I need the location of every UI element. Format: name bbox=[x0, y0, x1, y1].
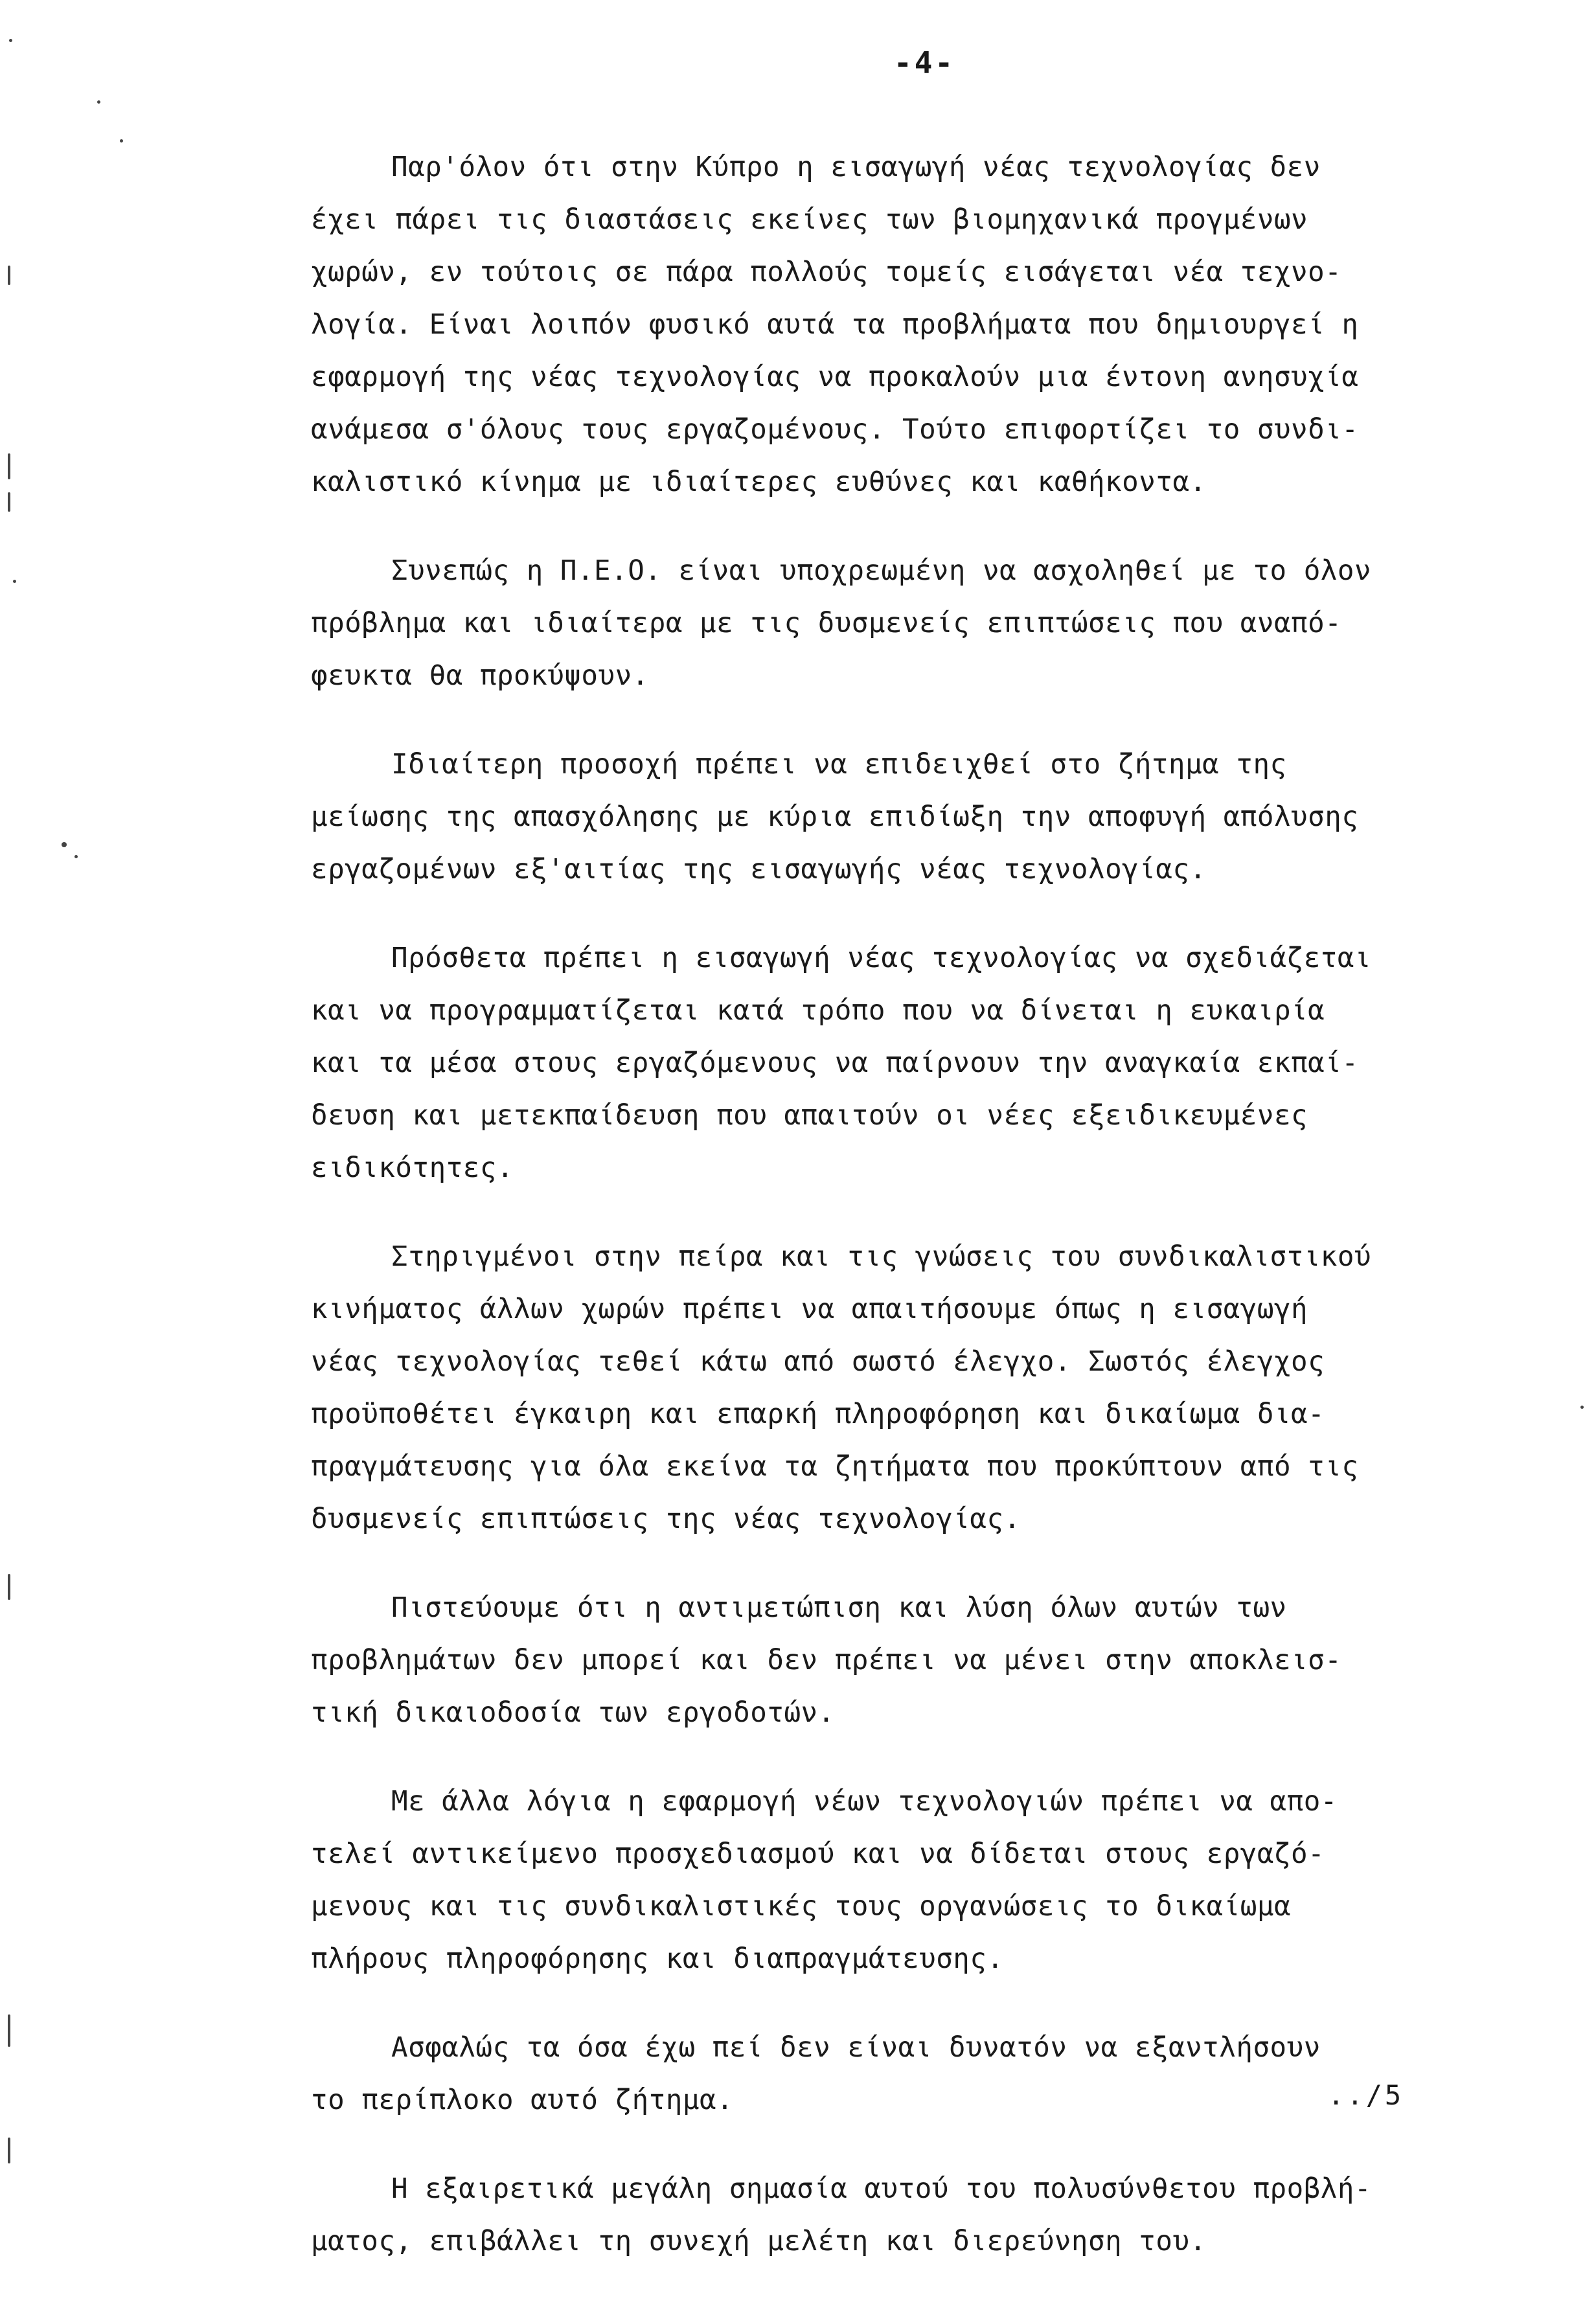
paragraph bbox=[311, 1775, 1516, 1985]
text-line: τική δικαιοδοσία των εργοδοτών. bbox=[311, 1697, 835, 1729]
scan-speck bbox=[1580, 1406, 1584, 1409]
text-line: προϋποθέτει έγκαιρη και επαρκή πληροφόρηση και δικαίωμα δια- bbox=[311, 1398, 1325, 1430]
scan-speck bbox=[8, 1574, 10, 1600]
page-number: -4- bbox=[894, 45, 956, 80]
scan-speck bbox=[62, 842, 67, 847]
scan-speck bbox=[8, 266, 10, 285]
text-line: τελεί αντικείμενο προσχεδιασμού και να δίδεται στους εργαζό- bbox=[311, 1838, 1325, 1870]
text-line: ανάμεσα σ'όλους τους εργαζομένους. Τούτο επιφορτίζει το συνδι- bbox=[311, 414, 1359, 446]
scan-speck bbox=[8, 2138, 10, 2163]
text-line: Παρ'όλον ότι στην Κύπρο η εισαγωγή νέας τεχνολογίας δεν bbox=[391, 152, 1321, 183]
text-line: πλήρους πληροφόρησης και διαπραγμάτευσης. bbox=[311, 1943, 1004, 1975]
body-text bbox=[311, 141, 1516, 2304]
text-line: Στηριγμένοι στην πείρα και τις γνώσεις του συνδικαλιστικού bbox=[391, 1241, 1372, 1273]
text-line: ματος, επιβάλλει τη συνεχή μελέτη και διερεύνηση του. bbox=[311, 2226, 1207, 2257]
scan-speck bbox=[97, 100, 100, 104]
scan-speck bbox=[9, 39, 12, 42]
scan-speck bbox=[8, 453, 10, 479]
continuation-marker: ../5 bbox=[1328, 2079, 1404, 2111]
paragraph bbox=[311, 1231, 1516, 1546]
text-line: Ασφαλώς τα όσα έχω πεί δεν είναι δυνατόν να εξαντλήσουν bbox=[391, 2032, 1321, 2064]
text-line: Με άλλα λόγια η εφαρμογή νέων τεχνολογιών πρέπει να απο- bbox=[391, 1786, 1338, 1818]
text-line: πραγμάτευσης για όλα εκείνα τα ζητήματα που προκύπτουν από τις bbox=[311, 1451, 1359, 1483]
scan-speck bbox=[74, 855, 78, 858]
text-line: και να προγραμματίζεται κατά τρόπο που να δίνεται η ευκαιρία bbox=[311, 995, 1325, 1027]
text-line: καλιστικό κίνημα με ιδιαίτερες ευθύνες και καθήκοντα. bbox=[311, 466, 1207, 498]
text-line: χωρών, εν τούτοις σε πάρα πολλούς τομείς εισάγεται νέα τεχνο- bbox=[311, 257, 1342, 288]
text-line: ειδικότητες. bbox=[311, 1152, 514, 1184]
scan-speck bbox=[8, 2014, 10, 2047]
paragraph bbox=[311, 738, 1516, 896]
text-line: εφαρμογή της νέας τεχνολογίας να προκαλούν μια έντονη ανησυχία bbox=[311, 361, 1359, 393]
text-line: το περίπλοκο αυτό ζήτημα. bbox=[311, 2084, 734, 2116]
scan-speck bbox=[120, 139, 123, 143]
paragraph bbox=[311, 1582, 1516, 1739]
text-line: μείωσης της απασχόλησης με κύρια επιδίωξη την αποφυγή απόλυσης bbox=[311, 801, 1359, 833]
text-line: φευκτα θα προκύψουν. bbox=[311, 660, 649, 692]
paragraph bbox=[311, 932, 1516, 1194]
text-line: Η εξαιρετικά μεγάλη σημασία αυτού του πολυσύνθετου προβλή- bbox=[391, 2173, 1372, 2205]
text-line: έχει πάρει τις διαστάσεις εκείνες των βιομηχανικά προγμένων bbox=[311, 204, 1308, 236]
text-line: δευση και μετεκπαίδευση που απαιτούν οι νέες εξειδικευμένες bbox=[311, 1100, 1308, 1132]
paragraph bbox=[311, 2163, 1516, 2268]
text-line: Συνεπώς η Π.Ε.Ο. είναι υποχρεωμένη να ασχοληθεί με το όλον bbox=[391, 555, 1372, 587]
text-line: λογία. Είναι λοιπόν φυσικό αυτά τα προβλήματα που δημιουργεί η bbox=[311, 309, 1359, 341]
text-line: Πιστεύουμε ότι η αντιμετώπιση και λύση όλων αυτών των bbox=[391, 1592, 1287, 1624]
text-line: και τα μέσα στους εργαζόμενους να παίρνουν την αναγκαία εκπαί- bbox=[311, 1047, 1359, 1079]
text-line: πρόβλημα και ιδιαίτερα με τις δυσμενείς επιπτώσεις που αναπό- bbox=[311, 608, 1342, 639]
paragraph bbox=[311, 545, 1516, 702]
scan-speck bbox=[13, 580, 16, 583]
text-line: δυσμενείς επιπτώσεις της νέας τεχνολογίας. bbox=[311, 1503, 1021, 1535]
scan-speck bbox=[8, 492, 10, 512]
paragraph bbox=[311, 141, 1516, 508]
text-line: κινήματος άλλων χωρών πρέπει να απαιτήσουμε όπως η εισαγωγή bbox=[311, 1294, 1308, 1325]
text-line: εργαζομένων εξ'αιτίας της εισαγωγής νέας τεχνολογίας. bbox=[311, 854, 1207, 885]
text-line: Πρόσθετα πρέπει η εισαγωγή νέας τεχνολογίας να σχεδιάζεται bbox=[391, 942, 1372, 974]
text-line: μενους και τις συνδικαλιστικές τους οργανώσεις το δικαίωμα bbox=[311, 1891, 1292, 1922]
text-line: προβλημάτων δεν μπορεί και δεν πρέπει να μένει στην αποκλεισ- bbox=[311, 1645, 1342, 1676]
text-line: νέας τεχνολογίας τεθεί κάτω από σωστό έλεγχο. Σωστός έλεγχος bbox=[311, 1346, 1325, 1378]
text-line: Ιδιαίτερη προσοχή πρέπει να επιδειχθεί στο ζήτημα της bbox=[391, 749, 1287, 781]
